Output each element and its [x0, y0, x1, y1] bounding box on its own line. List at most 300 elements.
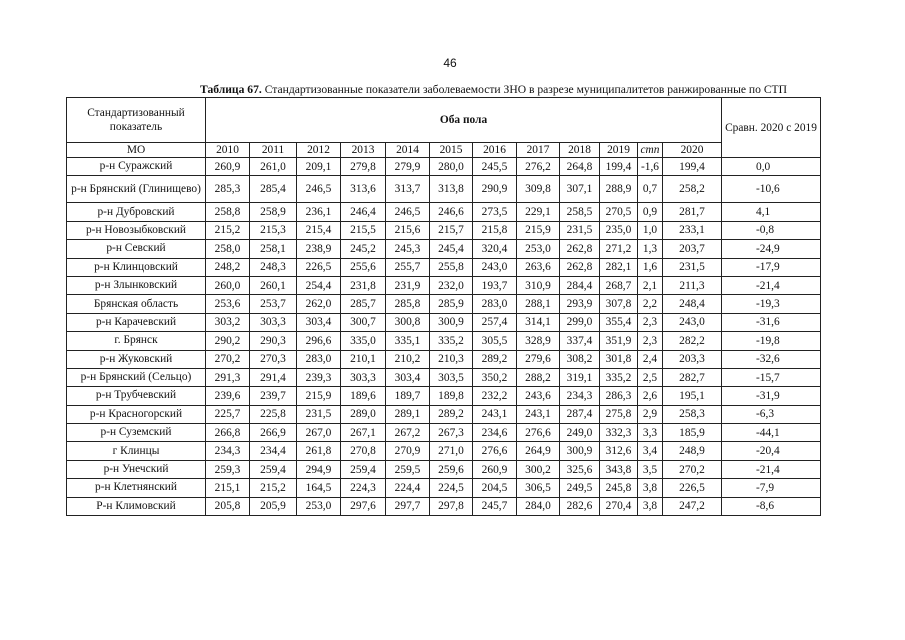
row-value: 268,7 [600, 276, 638, 294]
row-value: 267,1 [341, 424, 386, 442]
row-municipality: р-н Дубровский [67, 203, 206, 221]
row-value: 238,9 [297, 240, 341, 258]
row-value: 271,0 [430, 442, 473, 460]
row-value: 259,4 [341, 460, 386, 478]
row-value: 239,6 [206, 387, 250, 405]
row-value: 267,2 [386, 424, 430, 442]
row-municipality: р-н Злынковский [67, 276, 206, 294]
header-year: 2017 [517, 143, 560, 158]
row-value: 288,2 [517, 368, 560, 386]
table-row [67, 313, 821, 331]
row-value: 337,4 [560, 332, 600, 350]
row-value: 260,1 [250, 276, 297, 294]
row-value: 245,5 [473, 158, 517, 176]
row-value: 3,4 [638, 442, 663, 460]
row-value: 215,7 [430, 221, 473, 239]
header-year: 2012 [297, 143, 341, 158]
row-value: 209,1 [297, 158, 341, 176]
row-compare: -17,9 [722, 258, 821, 276]
row-value: 253,0 [297, 497, 341, 515]
row-value: 264,8 [560, 158, 600, 176]
row-value: 189,6 [341, 387, 386, 405]
row-value: 203,7 [663, 240, 722, 258]
row-value: 258,1 [250, 240, 297, 258]
row-value: 289,2 [430, 405, 473, 423]
row-value: 245,8 [600, 479, 638, 497]
row-value: 243,1 [473, 405, 517, 423]
row-value: 259,3 [206, 460, 250, 478]
row-value: 288,1 [517, 295, 560, 313]
row-value: 210,1 [341, 350, 386, 368]
row-value: 211,3 [663, 276, 722, 294]
row-compare: -19,8 [722, 332, 821, 350]
row-value: 248,4 [663, 295, 722, 313]
row-value: 195,1 [663, 387, 722, 405]
row-value: 231,5 [297, 405, 341, 423]
header-year: стп [638, 143, 663, 158]
row-value: 234,3 [560, 387, 600, 405]
row-value: 297,8 [430, 497, 473, 515]
row-value: 335,2 [600, 368, 638, 386]
row-value: 229,1 [517, 203, 560, 221]
row-value: 282,6 [560, 497, 600, 515]
row-municipality: р-н Брянский (Сельцо) [67, 368, 206, 386]
row-value: 215,3 [250, 221, 297, 239]
row-value: 270,2 [206, 350, 250, 368]
row-value: 312,6 [600, 442, 638, 460]
row-municipality: р-н Севский [67, 240, 206, 258]
row-value: 261,0 [250, 158, 297, 176]
row-value: 300,9 [560, 442, 600, 460]
row-value: 234,6 [473, 424, 517, 442]
row-value: 281,7 [663, 203, 722, 221]
table-row [67, 497, 821, 515]
header-indicator: Стандартизованный показатель [67, 98, 206, 143]
row-municipality: р-н Суземский [67, 424, 206, 442]
row-value: 259,6 [430, 460, 473, 478]
row-value: 215,9 [517, 221, 560, 239]
row-value: 255,8 [430, 258, 473, 276]
row-value: 1,3 [638, 240, 663, 258]
row-value: 231,9 [386, 276, 430, 294]
header-year: 2013 [341, 143, 386, 158]
row-value: 303,2 [206, 313, 250, 331]
row-compare: -19,3 [722, 295, 821, 313]
row-value: 291,3 [206, 368, 250, 386]
row-value: 246,5 [386, 203, 430, 221]
row-value: 224,3 [341, 479, 386, 497]
row-value: 305,5 [473, 332, 517, 350]
row-value: 259,4 [250, 460, 297, 478]
row-value: 193,7 [473, 276, 517, 294]
row-value: 215,2 [206, 221, 250, 239]
row-value: 239,7 [250, 387, 297, 405]
row-value: 246,6 [430, 203, 473, 221]
row-value: 300,7 [341, 313, 386, 331]
row-value: 253,0 [517, 240, 560, 258]
row-value: 289,0 [341, 405, 386, 423]
row-value: 215,2 [250, 479, 297, 497]
header-year: 2019 [600, 143, 638, 158]
row-value: 260,0 [206, 276, 250, 294]
row-value: 205,8 [206, 497, 250, 515]
row-compare: -6,3 [722, 405, 821, 423]
table-row [67, 460, 821, 478]
row-value: 262,8 [560, 258, 600, 276]
row-value: 261,8 [297, 442, 341, 460]
row-value: 303,4 [297, 313, 341, 331]
row-value: 275,8 [600, 405, 638, 423]
row-value: 300,8 [386, 313, 430, 331]
row-value: 279,9 [386, 158, 430, 176]
row-value: 255,7 [386, 258, 430, 276]
row-municipality: р-н Жуковский [67, 350, 206, 368]
row-value: 243,1 [517, 405, 560, 423]
row-value: 2,2 [638, 295, 663, 313]
row-value: 332,3 [600, 424, 638, 442]
table-row [67, 221, 821, 239]
row-compare: -8,6 [722, 497, 821, 515]
row-value: 231,5 [663, 258, 722, 276]
table-row [67, 176, 821, 203]
row-compare: -0,8 [722, 221, 821, 239]
caption-label: Таблица 67. [200, 83, 262, 96]
row-value: 258,0 [206, 240, 250, 258]
row-value: 257,4 [473, 313, 517, 331]
row-value: 239,3 [297, 368, 341, 386]
row-value: 258,9 [250, 203, 297, 221]
row-value: -1,6 [638, 158, 663, 176]
row-value: 266,8 [206, 424, 250, 442]
row-value: 243,0 [663, 313, 722, 331]
row-value: 203,3 [663, 350, 722, 368]
row-value: 245,7 [473, 497, 517, 515]
row-value: 255,6 [341, 258, 386, 276]
row-value: 205,9 [250, 497, 297, 515]
row-value: 279,8 [341, 158, 386, 176]
row-value: 306,5 [517, 479, 560, 497]
table-row [67, 332, 821, 350]
row-value: 291,4 [250, 368, 297, 386]
row-value: 164,5 [297, 479, 341, 497]
table-row [67, 258, 821, 276]
row-value: 215,1 [206, 479, 250, 497]
row-value: 325,6 [560, 460, 600, 478]
row-value: 2,9 [638, 405, 663, 423]
row-value: 266,9 [250, 424, 297, 442]
row-value: 189,7 [386, 387, 430, 405]
row-value: 313,6 [341, 176, 386, 203]
row-value: 320,4 [473, 240, 517, 258]
row-value: 224,5 [430, 479, 473, 497]
row-value: 225,7 [206, 405, 250, 423]
row-value: 350,2 [473, 368, 517, 386]
row-value: 279,6 [517, 350, 560, 368]
row-value: 282,1 [600, 258, 638, 276]
row-compare: -31,9 [722, 387, 821, 405]
row-value: 3,8 [638, 479, 663, 497]
incidence-table [66, 97, 821, 516]
row-value: 231,8 [341, 276, 386, 294]
row-value: 246,5 [297, 176, 341, 203]
row-value: 313,7 [386, 176, 430, 203]
row-compare: -31,6 [722, 313, 821, 331]
row-compare: -21,4 [722, 276, 821, 294]
header-year: 2011 [250, 143, 297, 158]
row-value: 307,8 [600, 295, 638, 313]
row-value: 267,0 [297, 424, 341, 442]
header-year: 2020 [663, 143, 722, 158]
row-value: 270,3 [250, 350, 297, 368]
row-municipality: р-н Карачевский [67, 313, 206, 331]
row-value: 248,9 [663, 442, 722, 460]
table-row [67, 203, 821, 221]
row-value: 335,2 [430, 332, 473, 350]
row-compare: 4,1 [722, 203, 821, 221]
header-compare: Сравн. 2020 с 2019 [722, 98, 821, 158]
row-value: 249,0 [560, 424, 600, 442]
row-compare: -7,9 [722, 479, 821, 497]
row-value: 3,3 [638, 424, 663, 442]
row-municipality: г Клинцы [67, 442, 206, 460]
row-value: 260,9 [473, 460, 517, 478]
row-value: 303,3 [250, 313, 297, 331]
row-municipality: р-н Новозыбковский [67, 221, 206, 239]
header-year: 2018 [560, 143, 600, 158]
row-value: 299,0 [560, 313, 600, 331]
row-municipality: г. Брянск [67, 332, 206, 350]
row-value: 270,9 [386, 442, 430, 460]
header-year: 2014 [386, 143, 430, 158]
page-number: 46 [443, 56, 457, 70]
row-value: 270,4 [600, 497, 638, 515]
row-municipality: р-н Клетнянский [67, 479, 206, 497]
row-value: 236,1 [297, 203, 341, 221]
row-compare: -21,4 [722, 460, 821, 478]
row-value: 270,5 [600, 203, 638, 221]
row-value: 300,9 [430, 313, 473, 331]
table-row [67, 158, 821, 176]
row-value: 288,9 [600, 176, 638, 203]
row-value: 258,2 [663, 176, 722, 203]
row-value: 294,9 [297, 460, 341, 478]
table-row [67, 424, 821, 442]
row-value: 1,0 [638, 221, 663, 239]
row-value: 282,2 [663, 332, 722, 350]
row-value: 285,7 [341, 295, 386, 313]
row-value: 199,4 [663, 158, 722, 176]
row-value: 273,5 [473, 203, 517, 221]
row-value: 185,9 [663, 424, 722, 442]
row-value: 3,5 [638, 460, 663, 478]
row-value: 210,3 [430, 350, 473, 368]
row-value: 245,2 [341, 240, 386, 258]
row-value: 262,8 [560, 240, 600, 258]
row-value: 243,6 [517, 387, 560, 405]
row-value: 314,1 [517, 313, 560, 331]
row-compare: -32,6 [722, 350, 821, 368]
row-value: 276,2 [517, 158, 560, 176]
row-value: 264,9 [517, 442, 560, 460]
row-value: 276,6 [517, 424, 560, 442]
row-value: 248,3 [250, 258, 297, 276]
row-value: 285,3 [206, 176, 250, 203]
row-municipality: р-н Клинцовский [67, 258, 206, 276]
row-municipality: Р-н Климовский [67, 497, 206, 515]
row-value: 285,8 [386, 295, 430, 313]
row-value: 226,5 [663, 479, 722, 497]
header-year: 2010 [206, 143, 250, 158]
row-value: 283,0 [297, 350, 341, 368]
header-year: 2016 [473, 143, 517, 158]
row-value: 280,0 [430, 158, 473, 176]
row-value: 232,0 [430, 276, 473, 294]
row-value: 2,5 [638, 368, 663, 386]
row-municipality: р-н Трубчевский [67, 387, 206, 405]
row-value: 328,9 [517, 332, 560, 350]
row-value: 282,7 [663, 368, 722, 386]
row-value: 270,2 [663, 460, 722, 478]
row-value: 225,8 [250, 405, 297, 423]
row-compare: -15,7 [722, 368, 821, 386]
row-value: 2,3 [638, 313, 663, 331]
row-value: 259,5 [386, 460, 430, 478]
row-value: 303,3 [341, 368, 386, 386]
table-row [67, 405, 821, 423]
row-value: 226,5 [297, 258, 341, 276]
row-value: 262,0 [297, 295, 341, 313]
row-municipality: р-н Суражский [67, 158, 206, 176]
row-value: 253,7 [250, 295, 297, 313]
header-mo: МО [67, 143, 206, 158]
row-value: 215,5 [341, 221, 386, 239]
row-value: 235,0 [600, 221, 638, 239]
row-value: 271,2 [600, 240, 638, 258]
row-value: 215,4 [297, 221, 341, 239]
row-value: 247,2 [663, 497, 722, 515]
row-value: 234,4 [250, 442, 297, 460]
row-compare: -44,1 [722, 424, 821, 442]
row-value: 215,6 [386, 221, 430, 239]
row-value: 343,8 [600, 460, 638, 478]
row-value: 258,8 [206, 203, 250, 221]
row-value: 355,4 [600, 313, 638, 331]
row-value: 215,8 [473, 221, 517, 239]
table-row [67, 387, 821, 405]
row-value: 263,6 [517, 258, 560, 276]
row-value: 233,1 [663, 221, 722, 239]
row-value: 224,4 [386, 479, 430, 497]
row-value: 297,6 [341, 497, 386, 515]
row-compare: -10,6 [722, 176, 821, 203]
row-value: 307,1 [560, 176, 600, 203]
row-value: 2,1 [638, 276, 663, 294]
row-value: 276,6 [473, 442, 517, 460]
table-row [67, 295, 821, 313]
row-value: 290,3 [250, 332, 297, 350]
table-body [67, 158, 821, 516]
row-value: 283,0 [473, 295, 517, 313]
row-value: 245,3 [386, 240, 430, 258]
row-value: 351,9 [600, 332, 638, 350]
row-value: 2,3 [638, 332, 663, 350]
row-value: 231,5 [560, 221, 600, 239]
row-value: 210,2 [386, 350, 430, 368]
row-value: 253,6 [206, 295, 250, 313]
row-value: 1,6 [638, 258, 663, 276]
table-row [67, 276, 821, 294]
row-value: 189,8 [430, 387, 473, 405]
row-value: 285,9 [430, 295, 473, 313]
row-value: 300,2 [517, 460, 560, 478]
table-row [67, 479, 821, 497]
row-value: 245,4 [430, 240, 473, 258]
row-value: 286,3 [600, 387, 638, 405]
row-municipality: Брянская область [67, 295, 206, 313]
row-value: 284,0 [517, 497, 560, 515]
row-value: 289,2 [473, 350, 517, 368]
row-value: 289,1 [386, 405, 430, 423]
row-value: 303,5 [430, 368, 473, 386]
table-row [67, 368, 821, 386]
row-value: 335,1 [386, 332, 430, 350]
row-value: 313,8 [430, 176, 473, 203]
row-value: 258,3 [663, 405, 722, 423]
row-value: 293,9 [560, 295, 600, 313]
row-value: 296,6 [297, 332, 341, 350]
row-value: 249,5 [560, 479, 600, 497]
table-row [67, 240, 821, 258]
row-value: 215,9 [297, 387, 341, 405]
row-compare: -24,9 [722, 240, 821, 258]
row-compare: 0,0 [722, 158, 821, 176]
row-value: 267,3 [430, 424, 473, 442]
row-value: 310,9 [517, 276, 560, 294]
row-value: 319,1 [560, 368, 600, 386]
row-value: 248,2 [206, 258, 250, 276]
row-value: 301,8 [600, 350, 638, 368]
row-value: 335,0 [341, 332, 386, 350]
row-value: 232,2 [473, 387, 517, 405]
caption-text: Стандартизованные показатели заболеваемости ЗНО в разрезе муниципалитетов ранжированные по СТП [261, 83, 788, 96]
header-both-sexes: Оба пола [206, 98, 722, 143]
row-value: 287,4 [560, 405, 600, 423]
row-value: 199,4 [600, 158, 638, 176]
row-value: 297,7 [386, 497, 430, 515]
row-municipality: р-н Красногорский [67, 405, 206, 423]
row-value: 3,8 [638, 497, 663, 515]
row-value: 246,4 [341, 203, 386, 221]
row-value: 243,0 [473, 258, 517, 276]
row-value: 234,3 [206, 442, 250, 460]
row-value: 204,5 [473, 479, 517, 497]
row-value: 260,9 [206, 158, 250, 176]
row-value: 285,4 [250, 176, 297, 203]
row-value: 308,2 [560, 350, 600, 368]
row-value: 303,4 [386, 368, 430, 386]
row-municipality: р-н Унечский [67, 460, 206, 478]
row-value: 254,4 [297, 276, 341, 294]
row-value: 2,6 [638, 387, 663, 405]
row-value: 270,8 [341, 442, 386, 460]
row-value: 258,5 [560, 203, 600, 221]
row-value: 0,9 [638, 203, 663, 221]
row-value: 290,9 [473, 176, 517, 203]
table-caption [200, 83, 860, 97]
row-value: 290,2 [206, 332, 250, 350]
row-compare: -20,4 [722, 442, 821, 460]
row-value: 309,8 [517, 176, 560, 203]
